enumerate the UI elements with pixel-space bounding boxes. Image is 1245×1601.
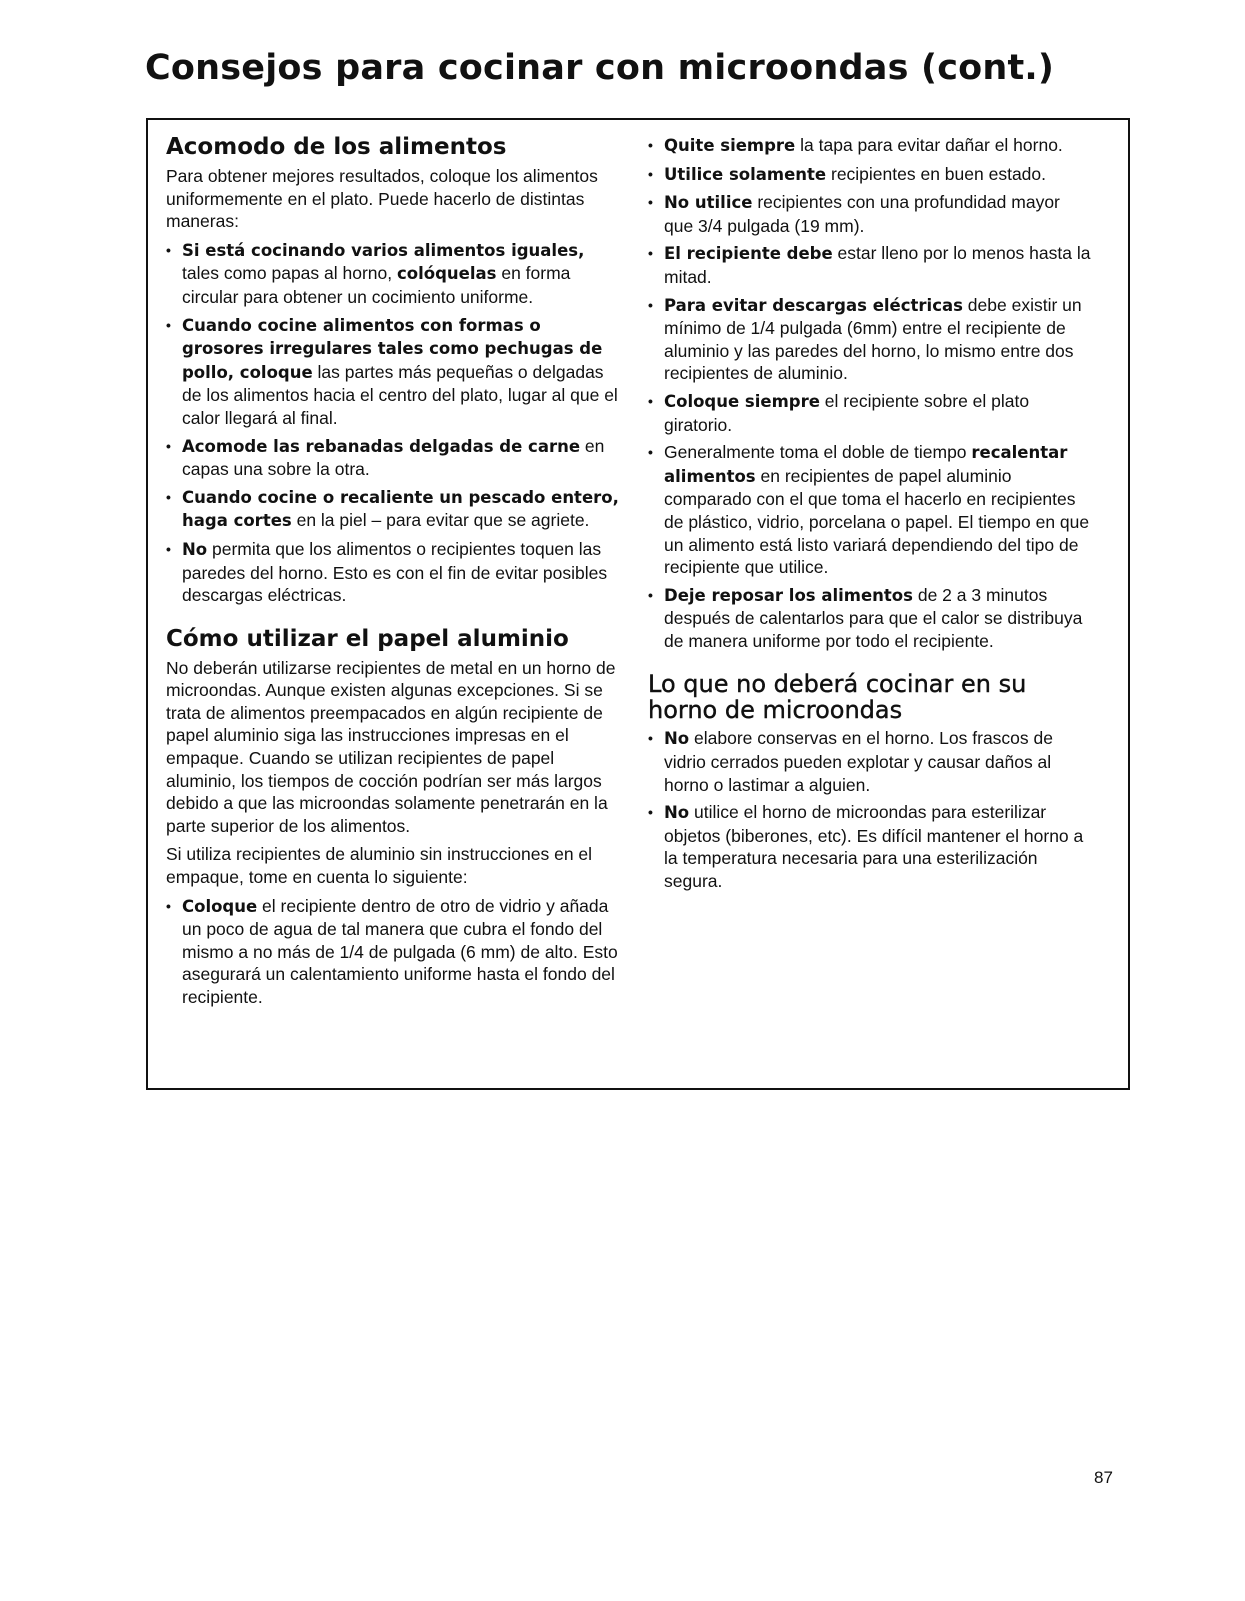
list-item bbox=[166, 314, 626, 430]
do-not-cook-list bbox=[648, 727, 1093, 892]
bullet-icon: • bbox=[166, 897, 171, 914]
bullet-icon: • bbox=[648, 194, 653, 211]
bullet-text: recipientes con una profundidad mayor que 3/4 pulgada (19 mm). bbox=[664, 192, 1060, 236]
bullet-bold-text: Coloque siempre bbox=[664, 391, 820, 411]
list-item bbox=[648, 584, 1093, 653]
bullet-bold-text: No utilice bbox=[664, 193, 753, 213]
left-column bbox=[166, 134, 626, 1014]
bullet-icon: • bbox=[648, 804, 653, 821]
list-item bbox=[648, 191, 1093, 237]
bullet-text: permita que los alimentos o recipientes toquen las paredes del horno. Esto es con el fin de evitar posibles descargas eléctricas. bbox=[182, 538, 608, 606]
list-item bbox=[648, 134, 1093, 158]
section-heading-do-not-cook: Lo que no deberá cocinar en su horno de microondas bbox=[648, 670, 1027, 725]
page-number: 87 bbox=[1094, 1468, 1113, 1487]
bullet-icon: • bbox=[648, 245, 653, 262]
bullet-bold-text: Cuando cocine o recaliente un pescado entero, haga cortes bbox=[182, 487, 619, 531]
bullet-bold-text: Acomode las rebanadas delgadas de carne bbox=[182, 436, 581, 456]
bullet-text: elabore conservas en el horno. Los frascos de vidrio cerrados pueden explotar y causar daños al horno o lastimar a alguien. bbox=[664, 728, 1053, 795]
bullet-bold-text: Deje reposar los alimentos bbox=[664, 585, 913, 605]
bullet-text: en capas una sobre la otra. bbox=[182, 435, 605, 480]
bullet-bold-text: colóquelas bbox=[397, 264, 497, 284]
list-item bbox=[166, 538, 626, 607]
list-item bbox=[648, 242, 1093, 288]
page-title: Consejos para cocinar con microondas (cont.) bbox=[145, 48, 1055, 88]
bullet-bold-text: El recipiente debe bbox=[664, 244, 833, 264]
bullet-text: utilice el horno de microondas para esterilizar objetos (biberones, etc). Es difícil mantener el horno a la temperatura necesaria para una esterilización segura. bbox=[664, 802, 1084, 892]
aluminum-paragraph: Si utiliza recipientes de aluminio sin instrucciones en el empaque, tome en cuenta lo siguiente: bbox=[166, 844, 593, 888]
bullet-icon: • bbox=[166, 316, 171, 333]
bullet-text: en recipientes de papel aluminio comparado con el que toma el hacerlo en recipientes de plástico, vidrio, porcelana o papel. El tiempo en que un alimento está listo variará dependiendo del tipo de recipiente que utilice. bbox=[664, 465, 1090, 578]
bullet-bold-text: Coloque bbox=[182, 896, 258, 916]
list-item bbox=[166, 435, 626, 481]
bullet-bold-text: Para evitar descargas eléctricas bbox=[664, 295, 963, 315]
bullet-icon: • bbox=[166, 241, 171, 258]
bullet-bold-text: Utilice solamente bbox=[664, 164, 827, 184]
bullet-bold-text: No bbox=[664, 729, 690, 749]
section-heading-aluminum: Cómo utilizar el papel aluminio bbox=[166, 625, 569, 652]
list-item bbox=[648, 163, 1093, 187]
bullet-text: en la piel – para evitar que se agriete. bbox=[291, 510, 590, 531]
bullet-text: debe existir un mínimo de 1/4 pulgada (6mm) entre el recipiente de aluminio y las paredes del horno, lo mismo entre dos recipientes de aluminio. bbox=[664, 294, 1082, 384]
right-column bbox=[648, 134, 1093, 898]
aluminum-paragraph: No deberán utilizarse recipientes de metal en un horno de microondas. Aunque existen algunas excepciones. Si se trata de alimentos preempacados en algún recipiente de papel aluminio siga las instrucciones impresas en el empaque. Cuando se utilizan recipientes de papel aluminio, los tiempos de cocción podrían ser más largos debido a que las microondas solamente penetrarán en la parte superior de los alimentos. bbox=[166, 657, 616, 836]
bullet-text: tales como papas al horno, bbox=[182, 263, 397, 284]
list-item bbox=[648, 727, 1093, 796]
bullet-icon: • bbox=[166, 488, 171, 505]
bullet-text: en forma circular para obtener un cocimiento uniforme. bbox=[182, 263, 571, 307]
bullet-icon: • bbox=[648, 444, 653, 461]
arrangement-list bbox=[166, 239, 626, 607]
bullet-icon: • bbox=[648, 392, 653, 409]
bullet-text: Generalmente toma el doble de tiempo bbox=[664, 442, 972, 463]
content-box bbox=[146, 118, 1130, 1090]
arrangement-intro: Para obtener mejores resultados, coloque los alimentos uniformemente en el plato. Puede hacerlo de distintas maneras: bbox=[166, 166, 598, 232]
aluminum-tips-list bbox=[648, 134, 1093, 652]
bullet-icon: • bbox=[648, 586, 653, 603]
bullet-icon: • bbox=[648, 296, 653, 313]
bullet-text: estar lleno por lo menos hasta la mitad. bbox=[664, 243, 1091, 287]
list-item bbox=[648, 390, 1093, 436]
bullet-bold-text: Cuando cocine alimentos con formas o grosores irregulares tales como pechugas de pollo, coloque bbox=[182, 315, 603, 382]
bullet-text: de 2 a 3 minutos después de calentarlos para que el calor se distribuya de manera uniforme por todo el recipiente. bbox=[664, 584, 1083, 651]
section-heading-arrangement: Acomodo de los alimentos bbox=[166, 134, 507, 160]
list-item bbox=[648, 441, 1093, 579]
list-item bbox=[166, 239, 626, 309]
bullet-text: la tapa para evitar dañar el horno. bbox=[795, 135, 1063, 155]
bullet-icon: • bbox=[648, 730, 653, 747]
bullet-icon: • bbox=[166, 437, 171, 454]
list-item bbox=[166, 895, 626, 1009]
bullet-icon: • bbox=[166, 540, 171, 557]
aluminum-list bbox=[166, 895, 626, 1009]
bullet-icon: • bbox=[648, 165, 653, 182]
bullet-text: recipientes en buen estado. bbox=[826, 163, 1047, 184]
bullet-icon: • bbox=[648, 137, 653, 153]
bullet-bold-text: Quite siempre bbox=[664, 136, 796, 155]
bullet-bold-text: No bbox=[182, 539, 208, 559]
list-item bbox=[648, 801, 1093, 892]
bullet-text: las partes más pequeñas o delgadas de los alimentos hacia el centro del plato, lugar al que el calor llegará al final. bbox=[182, 361, 618, 428]
bullet-bold-text: recalentar alimentos bbox=[664, 443, 1068, 486]
bullet-bold-text: No bbox=[664, 803, 690, 823]
bullet-text: el recipiente sobre el plato giratorio. bbox=[664, 390, 1030, 435]
list-item bbox=[648, 294, 1093, 385]
bullet-text: el recipiente dentro de otro de vidrio y añada un poco de agua de tal manera que cubra el fondo del mismo a no más de 1/4 de pulgada (6 mm) de alto. Esto asegurará un calentamiento uniforme hasta el fondo del recipiente. bbox=[182, 895, 618, 1007]
list-item bbox=[166, 486, 626, 533]
bullet-bold-text: Si está cocinando varios alimentos iguales, bbox=[182, 240, 585, 260]
